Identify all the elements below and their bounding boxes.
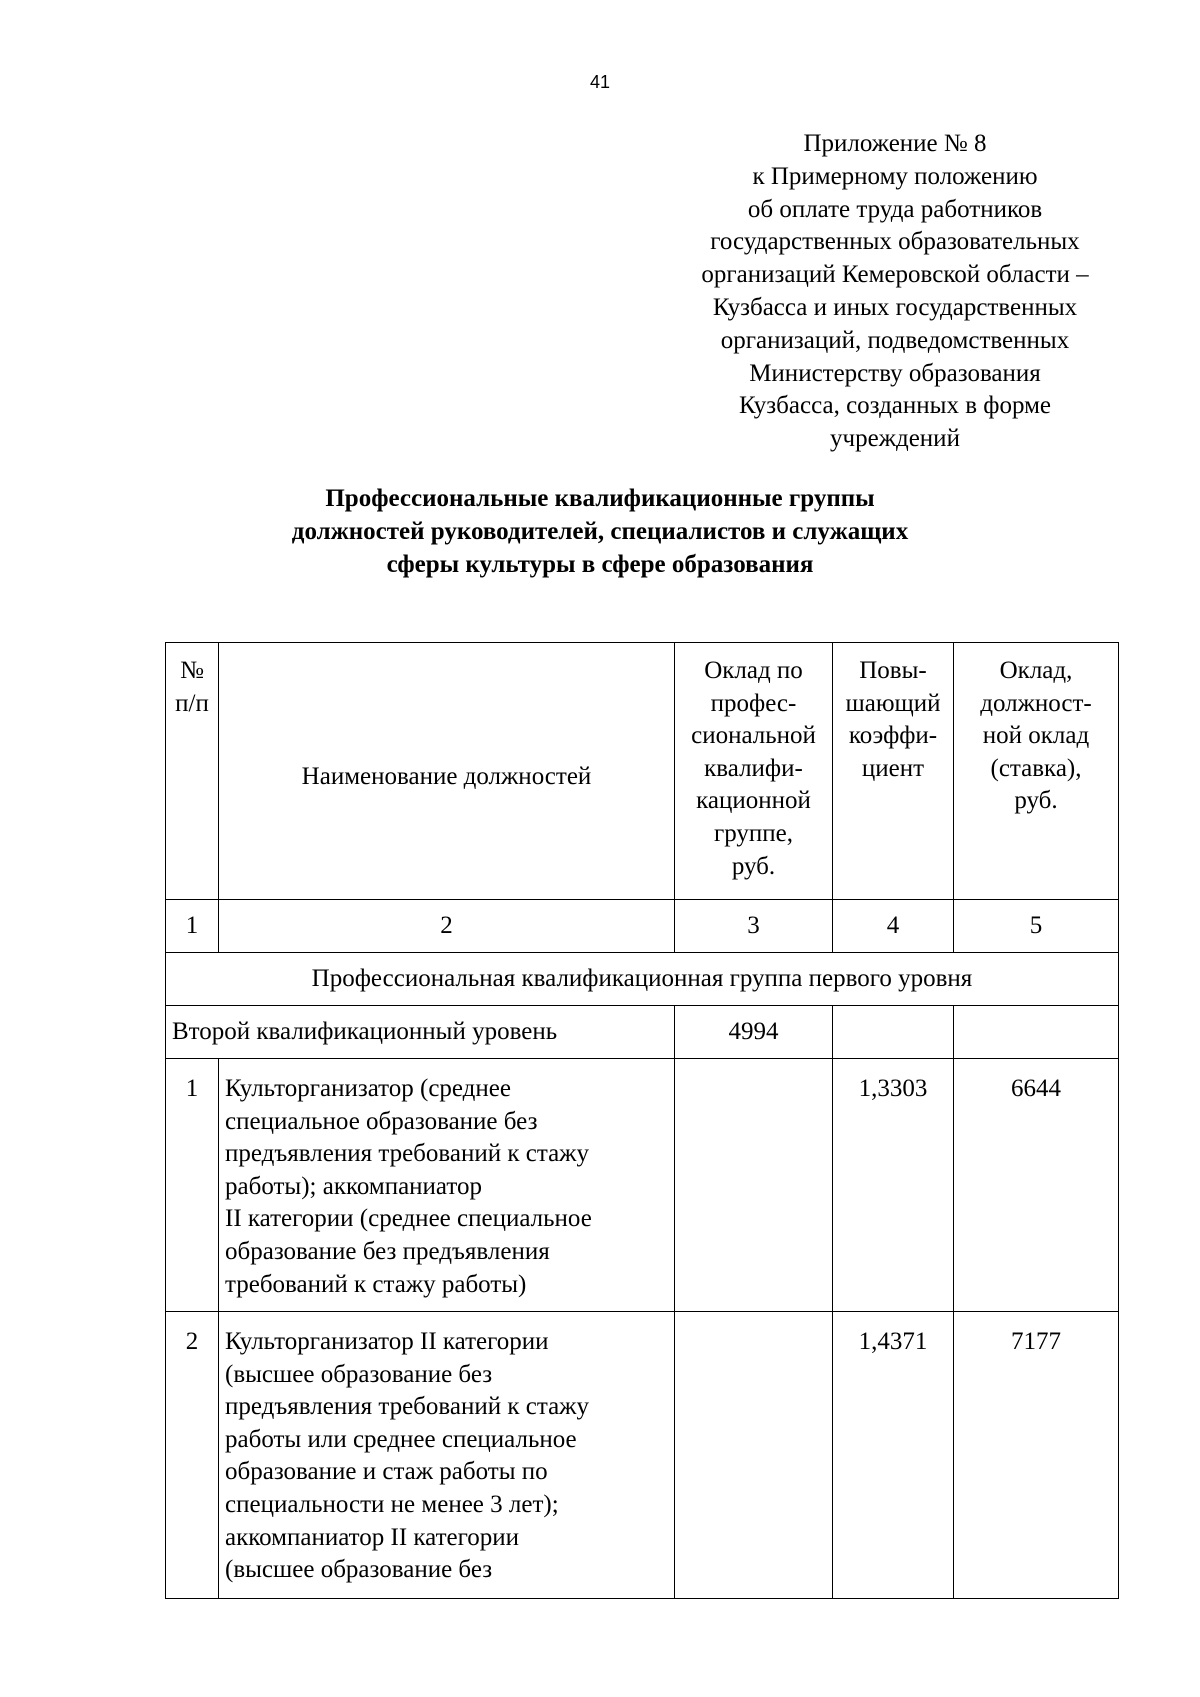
appendix-line: организаций Кемеровской области – [701, 261, 1089, 289]
header-num: № п/п [166, 643, 219, 900]
group-title-row [166, 953, 1119, 1006]
appendix-line: государственных образовательных [710, 228, 1080, 256]
title-line: Профессиональные квалификационные группы [325, 485, 875, 512]
appendix-line: организаций, подведомственных [720, 326, 1070, 354]
appendix-line: об оплате труда работников [747, 195, 1043, 223]
header-name: Наименование должностей [219, 643, 675, 900]
row-coefficient: 1,4371 [833, 1312, 954, 1599]
table-header-row [166, 643, 1119, 900]
qualification-table [165, 642, 1119, 1599]
column-number: 3 [675, 900, 833, 953]
row-base-salary-empty [675, 1059, 833, 1312]
row-num: 2 [166, 1312, 219, 1599]
appendix-header [660, 128, 1130, 456]
appendix-line: Кузбасса и иных государственных [712, 293, 1078, 321]
page-number: 41 [589, 72, 611, 92]
row-salary: 7177 [954, 1312, 1119, 1599]
level-salary-empty [954, 1006, 1119, 1059]
level-coefficient-empty [833, 1006, 954, 1059]
document-title [0, 482, 1200, 581]
row-base-salary-empty [675, 1312, 833, 1599]
appendix-line: Кузбасса, созданных в форме [738, 392, 1051, 420]
level-name: Второй квалификационный уровень [166, 1006, 675, 1059]
group-title: Профессиональная квалификационная группа первого уровня [166, 953, 1119, 1006]
title-line: должностей руководителей, специалистов и служащих [291, 518, 909, 545]
column-number: 5 [954, 900, 1119, 953]
table-row [166, 1059, 1119, 1312]
title-line: сферы культуры в сфере образования [386, 551, 814, 578]
row-position-name: Культорганизатор (среднее специальное образование без предъявления требований к стажу работы); аккомпаниатор II категории (среднее специальное образование без предъявления требований к стажу работы) [219, 1059, 675, 1312]
column-number: 4 [833, 900, 954, 953]
table-row [166, 1312, 1119, 1599]
row-salary: 6644 [954, 1059, 1119, 1312]
appendix-line: учреждений [830, 425, 960, 453]
level-row [166, 1006, 1119, 1059]
appendix-line: Министерству образования [749, 359, 1041, 387]
column-number: 2 [219, 900, 675, 953]
column-number-row [166, 900, 1119, 953]
row-position-name: Культорганизатор II категории (высшее образование без предъявления требований к стажу работы или среднее специальное образование и стаж работы по специальности не менее 3 лет); аккомпаниатор II категории (высшее образование без [219, 1312, 675, 1599]
header-salary: Оклад, должност- ной оклад (ставка), руб. [954, 643, 1119, 900]
header-base-salary: Оклад по профес- сиональной квалифи- кационной группе, руб. [675, 643, 833, 900]
appendix-line: к Примерному положению [752, 162, 1038, 190]
column-number: 1 [166, 900, 219, 953]
level-base-salary: 4994 [675, 1006, 833, 1059]
row-num: 1 [166, 1059, 219, 1312]
appendix-line: Приложение № 8 [803, 130, 987, 157]
header-coefficient: Повы- шающий коэффи- циент [833, 643, 954, 900]
row-coefficient: 1,3303 [833, 1059, 954, 1312]
